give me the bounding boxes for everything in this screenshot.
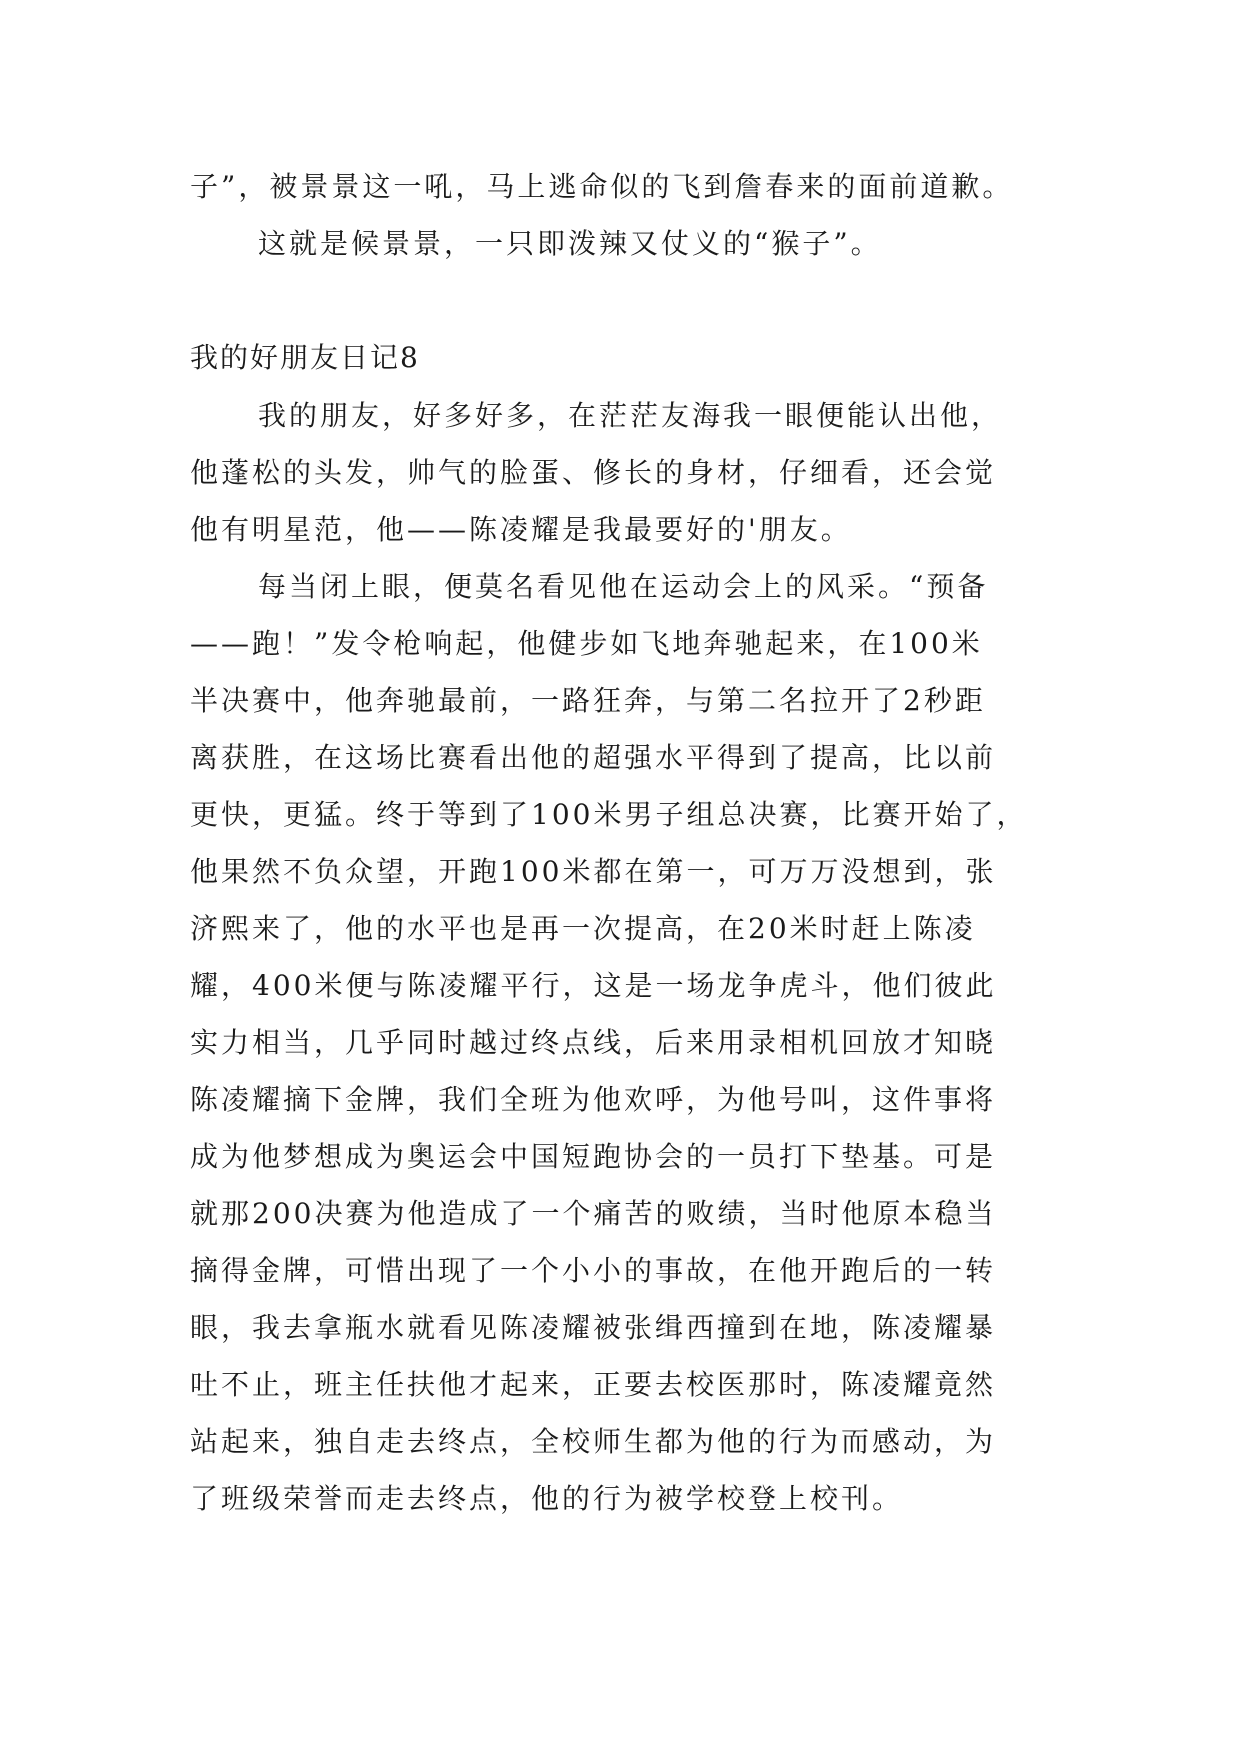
paragraph-line: 济熙来了，他的水平也是再一次提高，在20米时赶上陈凌 (190, 912, 976, 945)
paragraph-line: 了班级荣誉而走去终点，他的行为被学校登上校刊。 (190, 1482, 904, 1515)
paragraph-line: 成为他梦想成为奥运会中国短跑协会的一员打下垫基。可是 (190, 1140, 997, 1173)
paragraph-line: 离获胜，在这场比赛看出他的超强水平得到了提高，比以前 (190, 741, 997, 774)
intro-line: 子”，被景景这一吼，马上逃命似的飞到詹春来的面前道歉。 (190, 170, 1014, 203)
section-title: 我的好朋友日记8 (190, 341, 420, 374)
paragraph-line: 他蓬松的头发，帅气的脸蛋、修长的身材，仔细看，还会觉 (190, 456, 997, 489)
paragraph-line: 他有明星范，他——陈凌耀是我最要好的'朋友。 (190, 513, 852, 546)
paragraph-line: 吐不止，班主任扶他才起来，正要去校医那时，陈凌耀竟然 (190, 1368, 997, 1401)
paragraph-line: 实力相当，几乎同时越过终点线，后来用录相机回放才知晓 (190, 1026, 997, 1059)
paragraph-line: 我的朋友，好多好多，在茫茫友海我一眼便能认出他， (258, 399, 1003, 432)
paragraph-line: 就那200决赛为他造成了一个痛苦的败绩，当时他原本稳当 (190, 1197, 997, 1230)
paragraph-line: 他果然不负众望，开跑100米都在第一，可万万没想到，张 (190, 855, 997, 888)
paragraph-line: 耀，400米便与陈凌耀平行，这是一场龙争虎斗，他们彼此 (190, 969, 997, 1002)
paragraph-line: 摘得金牌，可惜出现了一个小小的事故，在他开跑后的一转 (190, 1254, 997, 1287)
paragraph-line: 半决赛中，他奔驰最前，一路狂奔，与第二名拉开了2秒距 (190, 684, 986, 717)
paragraph-line: 陈凌耀摘下金牌，我们全班为他欢呼，为他号叫，这件事将 (190, 1083, 997, 1116)
paragraph-line: ——跑！”发令枪响起，他健步如飞地奔驰起来，在100米 (190, 627, 983, 660)
paragraph-line: 每当闭上眼，便莫名看见他在运动会上的风采。“预备 (258, 570, 989, 603)
paragraph-line: 更快，更猛。终于等到了100米男子组总决赛，比赛开始了， (190, 798, 1028, 831)
paragraph-line: 眼，我去拿瓶水就看见陈凌耀被张缉西撞到在地，陈凌耀暴 (190, 1311, 997, 1344)
intro-line: 这就是候景景，一只即泼辣又仗义的“猴子”。 (258, 227, 882, 260)
paragraph-line: 站起来，独自走去终点，全校师生都为他的行为而感动，为 (190, 1425, 997, 1458)
